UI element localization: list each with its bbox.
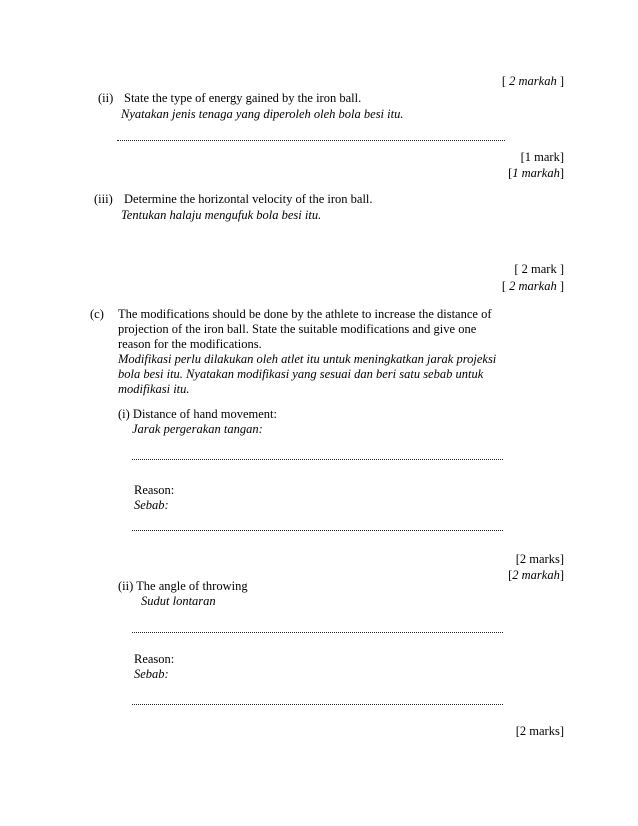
- question-ii-text-ms: Nyatakan jenis tenaga yang diperoleh oleh bola besi itu.: [121, 107, 404, 121]
- question-iii-text-ms: Tentukan halaju mengufuk bola besi itu.: [121, 208, 322, 222]
- marks-label-c-ii-en: [2 marks]: [515, 724, 564, 738]
- marks-label-ii-en: [1 mark]: [520, 150, 564, 164]
- marks-label-top: [ 2 markah ]: [501, 74, 564, 88]
- question-iii-text-en: Determine the horizontal velocity of the iron ball.: [124, 192, 373, 206]
- question-c-text-en-2: projection of the iron ball. State the suitable modifications and give one: [118, 322, 477, 336]
- answer-line-c-i[interactable]: [132, 459, 503, 460]
- marks-label-ii-ms: [1 markah]: [508, 166, 564, 180]
- sub-i-label-en: (i) Distance of hand movement:: [118, 407, 277, 421]
- sub-ii-reason-en: Reason:: [134, 652, 175, 666]
- marks-label-c-i-ms: [2 markah]: [508, 568, 564, 582]
- sub-i-reason-en: Reason:: [134, 483, 175, 497]
- marks-label-iii-en: [ 2 mark ]: [514, 262, 564, 276]
- marks-label-c-i-en: [2 marks]: [515, 552, 564, 566]
- question-iii-number: (iii): [94, 192, 113, 206]
- question-c-text-ms-1: Modifikasi perlu dilakukan oleh atlet itu untuk meningkatkan jarak projeksi: [118, 352, 497, 366]
- marks-label-iii-ms: [ 2 markah ]: [501, 279, 564, 293]
- question-c-text-en-3: reason for the modifications.: [118, 337, 262, 351]
- question-c-number: (c): [90, 307, 104, 321]
- answer-line-c-i-reason[interactable]: [132, 530, 503, 531]
- sub-ii-label-en: (ii) The angle of throwing: [118, 579, 248, 593]
- sub-ii-reason-ms: Sebab:: [134, 667, 169, 681]
- question-c-text-en-1: The modifications should be done by the athlete to increase the distance of: [118, 307, 492, 321]
- answer-line-ii[interactable]: [117, 140, 505, 141]
- question-c-text-ms-2: bola besi itu. Nyatakan modifikasi yang sesuai dan beri satu sebab untuk: [118, 367, 484, 381]
- question-ii-text-en: State the type of energy gained by the iron ball.: [124, 91, 362, 105]
- sub-i-reason-ms: Sebab:: [134, 498, 169, 512]
- answer-line-c-ii[interactable]: [132, 632, 503, 633]
- question-c-text-ms-3: modifikasi itu.: [118, 382, 190, 396]
- answer-line-c-ii-reason[interactable]: [132, 704, 503, 705]
- sub-ii-label-ms: Sudut lontaran: [141, 594, 216, 608]
- question-ii-number: (ii): [98, 91, 114, 105]
- sub-i-label-ms: Jarak pergerakan tangan:: [132, 422, 263, 436]
